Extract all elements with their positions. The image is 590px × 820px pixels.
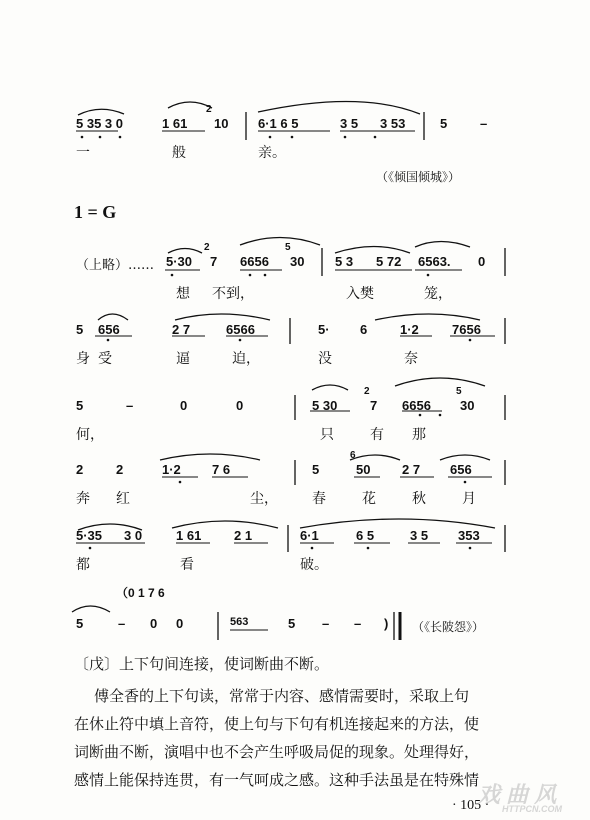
- watermark-logo: 戏 曲 风: [478, 782, 557, 807]
- note-group: 2 1: [234, 528, 253, 543]
- note-group: 5: [76, 616, 84, 631]
- note-group: ): [384, 616, 389, 631]
- grace-note: 6: [350, 450, 356, 461]
- paragraph-line: 在休止符中填上音符，使上句与下句有机连接起来的方法，使: [74, 715, 480, 733]
- note-group: 7: [210, 254, 218, 269]
- note-group: –: [118, 616, 126, 631]
- grace-note: 2: [204, 242, 210, 253]
- lyric: 那: [412, 427, 426, 443]
- lyric: 何，: [76, 427, 104, 443]
- section-heading: 〔戊〕上下句间连接，使词断曲不断。: [74, 655, 330, 673]
- lead-in: （上略）……: [76, 258, 155, 273]
- note-group: 3 0: [124, 528, 143, 543]
- note-group: 6563.: [418, 254, 451, 269]
- note-group: 0: [180, 398, 188, 413]
- note-group: 7: [370, 398, 378, 413]
- note-group: –: [480, 116, 488, 131]
- note-group: 6·1 6 5: [258, 116, 299, 131]
- note-group: 5·30: [166, 254, 193, 269]
- note-group: 10: [214, 116, 229, 131]
- lyric: 奔: [76, 491, 90, 507]
- note-group: 5: [76, 398, 84, 413]
- paragraph-line: 傅全香的上下句读，常常于内容、感情需要时，采取上句: [94, 687, 470, 705]
- note-group: 7 6: [212, 462, 231, 477]
- watermark-url: HTTPCN.COM: [502, 804, 562, 814]
- note-group: 5: [288, 616, 296, 631]
- note-group: –: [322, 616, 330, 631]
- note-group: 5·35: [76, 528, 103, 543]
- note-group: 353: [458, 528, 480, 543]
- note-group: 7656: [452, 322, 481, 337]
- note-group: 2 7: [402, 462, 421, 477]
- note-group: 1·2: [400, 322, 419, 337]
- source-citation: （《长陂怨》）: [412, 620, 485, 634]
- note-group: 1·2: [162, 462, 181, 477]
- note-group: 6: [360, 322, 368, 337]
- lyric: 亲。: [258, 145, 286, 161]
- note-group: 656: [98, 322, 120, 337]
- key-signature: 1 = G: [74, 202, 117, 222]
- note-group: 656: [450, 462, 472, 477]
- lyric: 入樊: [346, 286, 374, 302]
- note-group: 0: [150, 616, 158, 631]
- lyric: 身: [76, 351, 90, 367]
- note-group: 6656: [402, 398, 431, 413]
- note-group: 3 53: [380, 116, 406, 131]
- source-citation: （《倾国倾城》）: [376, 170, 461, 184]
- lyric: 看: [180, 557, 194, 573]
- lyric: 春: [312, 491, 326, 507]
- lyric: 都: [76, 557, 90, 573]
- lyric: 只: [320, 427, 334, 443]
- lyric: 迫，: [232, 351, 260, 367]
- note-group: 0: [176, 616, 184, 631]
- note-group: 5: [76, 322, 84, 337]
- paragraph-line: 词断曲不断，演唱中也不会产生呼吸局促的现象。处理得好，: [74, 743, 480, 761]
- lyric: 受: [98, 351, 112, 367]
- bracketed-notes: （0 1 7 6: [116, 586, 165, 600]
- note-group: 1 61: [176, 528, 202, 543]
- lyric: 般: [172, 145, 186, 161]
- note-group: 30: [290, 254, 305, 269]
- lyric: 一: [76, 145, 90, 161]
- note-group: 3 5: [410, 528, 429, 543]
- note-group: 30: [460, 398, 475, 413]
- lyric: 有: [370, 427, 384, 443]
- note-group: –: [354, 616, 362, 631]
- note-group: 5 3: [335, 254, 354, 269]
- note-group: 6656: [240, 254, 269, 269]
- page-number: · 105 ·: [452, 798, 490, 813]
- note-group: 6·1: [300, 528, 319, 543]
- note-group: 5 35 3 0: [76, 116, 123, 131]
- note-group: 6566: [226, 322, 255, 337]
- lyric: 秋: [412, 491, 426, 507]
- lyric: 花: [362, 491, 376, 507]
- note-group: 5: [312, 462, 320, 477]
- lyric: 月: [462, 491, 476, 507]
- note-group: 563: [230, 616, 249, 628]
- note-group: –: [126, 398, 134, 413]
- note-group: 5: [440, 116, 448, 131]
- note-group: 0: [236, 398, 244, 413]
- lyric: 破。: [300, 557, 328, 573]
- note-group: 2 7: [172, 322, 191, 337]
- note-group: 5 72: [376, 254, 402, 269]
- lyric: 奈: [404, 351, 418, 367]
- grace-note: 5: [456, 386, 462, 397]
- note-group: 0: [478, 254, 486, 269]
- note-group: 1 61: [162, 116, 188, 131]
- lyric: 红: [116, 491, 130, 507]
- lyric: 笼，: [424, 286, 452, 302]
- note-group: 5·: [318, 322, 330, 337]
- lyric: 尘，: [250, 491, 278, 507]
- lyric: 逼: [176, 351, 190, 367]
- grace-note: 2: [364, 386, 370, 397]
- note-group: 50: [356, 462, 371, 477]
- note-group: 5 30: [312, 398, 338, 413]
- grace-note: 2: [206, 104, 212, 115]
- note-group: 2: [116, 462, 124, 477]
- note-group: 2: [76, 462, 84, 477]
- grace-note: 5: [285, 242, 291, 253]
- lyric: 不到，: [212, 286, 254, 302]
- lyric: 没: [318, 351, 332, 367]
- note-group: 3 5: [340, 116, 359, 131]
- lyric: 想: [176, 286, 190, 302]
- paragraph-line: 感情上能保持连贯，有一气呵成之感。这种手法虽是在特殊情: [74, 771, 480, 789]
- note-group: 6 5: [356, 528, 375, 543]
